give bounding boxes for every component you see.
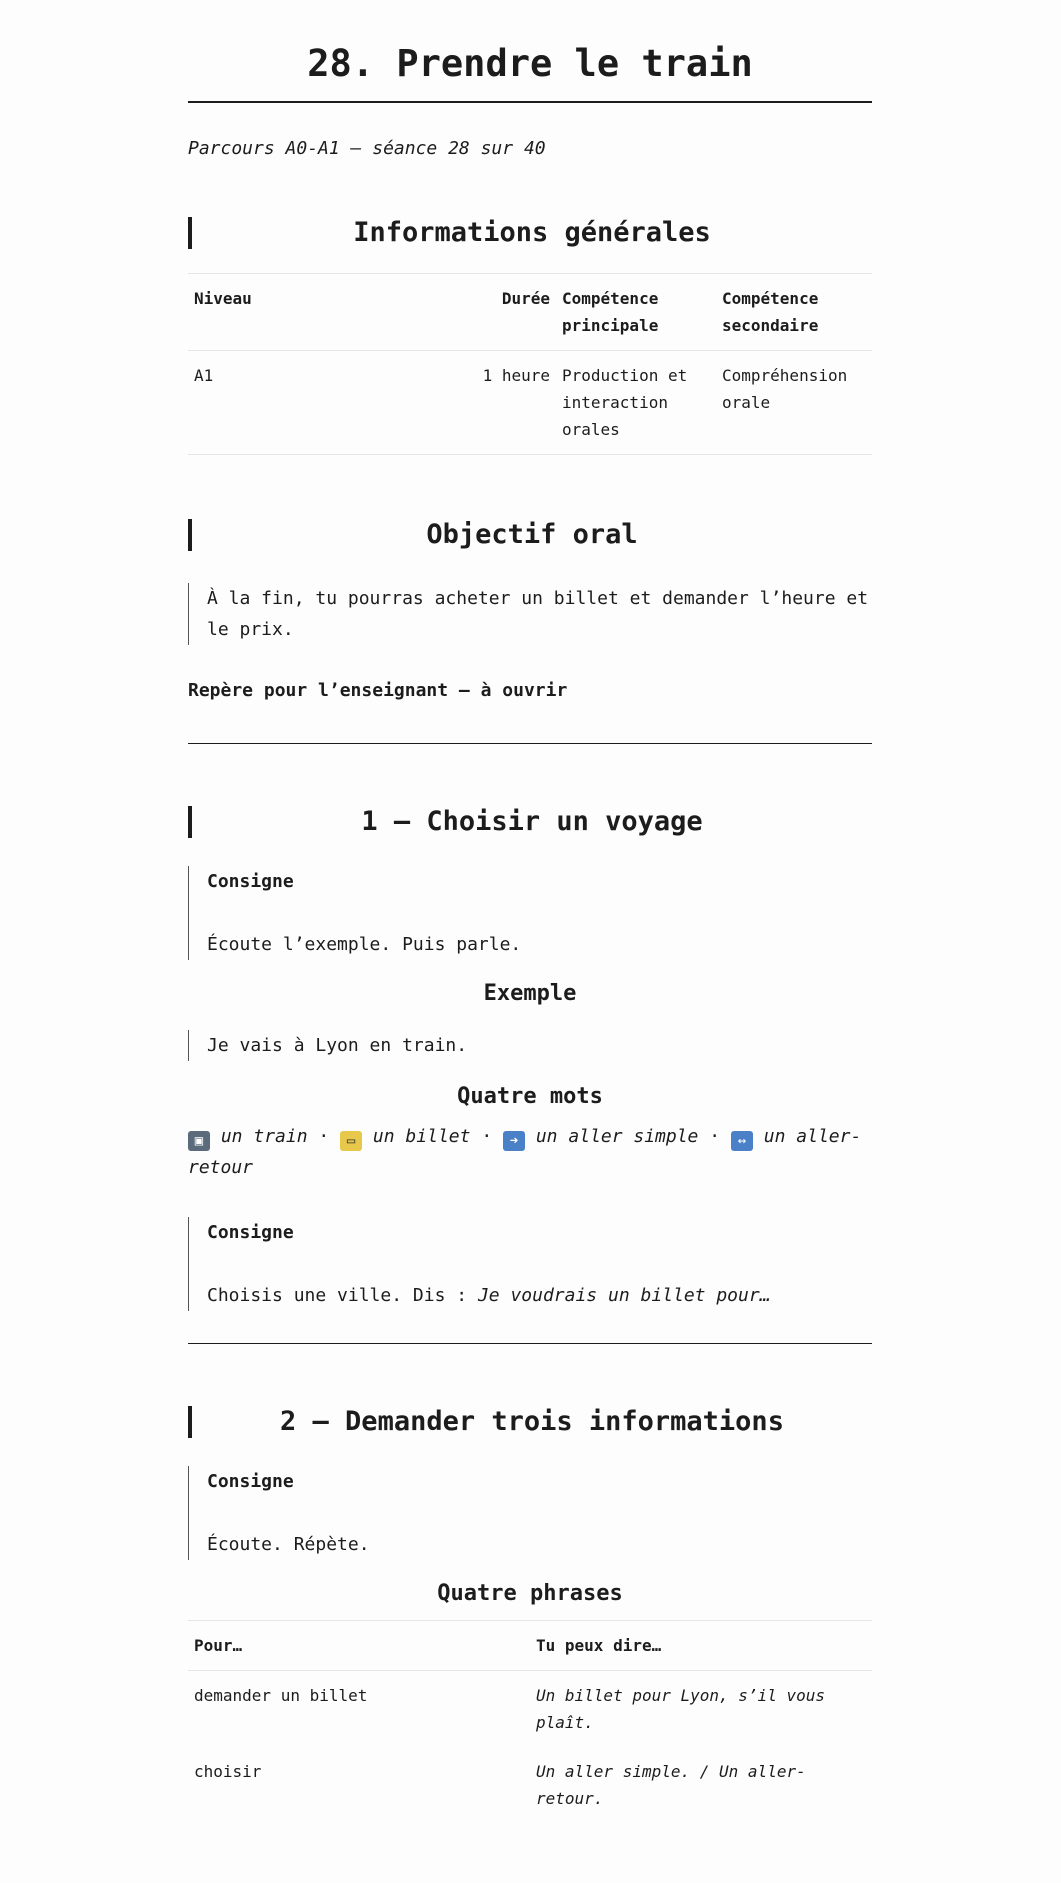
mots-heading: Quatre mots bbox=[457, 1084, 603, 1109]
cell-dire bbox=[530, 1747, 872, 1823]
consigne-label: Consigne bbox=[207, 1222, 294, 1243]
consigne-text: Écoute. Répète. bbox=[207, 1534, 370, 1555]
phrases-heading: Quatre phrases bbox=[437, 1581, 623, 1606]
info-table bbox=[188, 273, 872, 455]
lesson-page bbox=[188, 0, 872, 1823]
vocab-item: un train bbox=[220, 1126, 308, 1147]
section2-heading: 2 — Demander trois informations bbox=[188, 1406, 872, 1438]
objectif-text: À la fin, tu pourras acheter un billet et demander l’heure et le prix. bbox=[207, 588, 869, 640]
section1-heading: 1 — Choisir un voyage bbox=[188, 806, 872, 838]
header-duree: Durée bbox=[464, 274, 556, 351]
consigne-prefix: Choisis une ville. Dis : bbox=[207, 1285, 478, 1306]
ticket-icon: ▭ bbox=[340, 1131, 362, 1151]
table-row bbox=[188, 1747, 872, 1823]
page-title: 28. Prendre le train bbox=[188, 0, 872, 103]
vocab-item: un aller-retour bbox=[188, 1126, 862, 1178]
cell-pour: demander un billet bbox=[188, 1671, 530, 1748]
table-row bbox=[188, 351, 872, 455]
teacher-note-toggle[interactable]: Repère pour l’enseignant — à ouvrir bbox=[188, 680, 568, 701]
cell-niveau: A1 bbox=[188, 351, 464, 455]
info-heading: Informations générales bbox=[188, 217, 872, 249]
objectif-heading: Objectif oral bbox=[188, 519, 872, 551]
consigne-label: Consigne bbox=[207, 1471, 294, 1492]
right-arrow-icon: ➜ bbox=[503, 1131, 525, 1151]
cell-dire bbox=[530, 1671, 872, 1748]
page-subtitle: Parcours A0-A1 — séance 28 sur 40 bbox=[188, 138, 546, 159]
cell-duree: 1 heure bbox=[464, 351, 556, 455]
exemple-text: Je vais à Lyon en train. bbox=[207, 1035, 468, 1056]
consigne-block bbox=[188, 866, 872, 960]
vocab-list bbox=[188, 1121, 872, 1183]
divider bbox=[188, 743, 872, 744]
divider bbox=[188, 1343, 872, 1344]
table-row bbox=[188, 1671, 872, 1748]
exemple-block bbox=[188, 1030, 872, 1061]
exemple-heading: Exemple bbox=[483, 981, 577, 1006]
header-niveau: Niveau bbox=[188, 274, 464, 351]
separator: · bbox=[709, 1126, 721, 1147]
consigne-text bbox=[207, 1280, 872, 1311]
left-right-arrow-icon: ↔ bbox=[731, 1131, 753, 1151]
cell-competence-secondaire: Compréhension orale bbox=[716, 351, 872, 455]
vocab-item: un aller simple bbox=[535, 1126, 699, 1147]
consigne-text: Écoute l’exemple. Puis parle. bbox=[207, 934, 522, 955]
cell-pour: choisir bbox=[194, 1762, 262, 1781]
consigne-italic: Je voudrais un billet pour… bbox=[477, 1285, 771, 1306]
objectif-quote bbox=[188, 583, 872, 645]
cell-competence-principale: Production et interaction orales bbox=[556, 351, 716, 455]
vocab-item: un billet bbox=[372, 1126, 471, 1147]
header-pour: Pour… bbox=[188, 1621, 530, 1671]
cell-dire-text: Un billet pour Lyon, s’il vous plaît. bbox=[536, 1686, 825, 1732]
phrases-table bbox=[188, 1620, 872, 1823]
consigne-block bbox=[188, 1217, 872, 1311]
consigne-label: Consigne bbox=[207, 871, 294, 892]
consigne-block bbox=[188, 1466, 872, 1560]
header-competence-principale: Compétence principale bbox=[556, 274, 716, 351]
separator: · bbox=[318, 1126, 330, 1147]
table-row bbox=[188, 274, 872, 351]
table-row bbox=[188, 1621, 872, 1671]
header-competence-secondaire: Compétence secondaire bbox=[716, 274, 872, 351]
train-icon: ▣ bbox=[188, 1131, 210, 1151]
header-dire: Tu peux dire… bbox=[530, 1621, 872, 1671]
separator: · bbox=[481, 1126, 493, 1147]
cell-dire-text: Un aller simple. / Un aller-retour. bbox=[536, 1762, 806, 1808]
